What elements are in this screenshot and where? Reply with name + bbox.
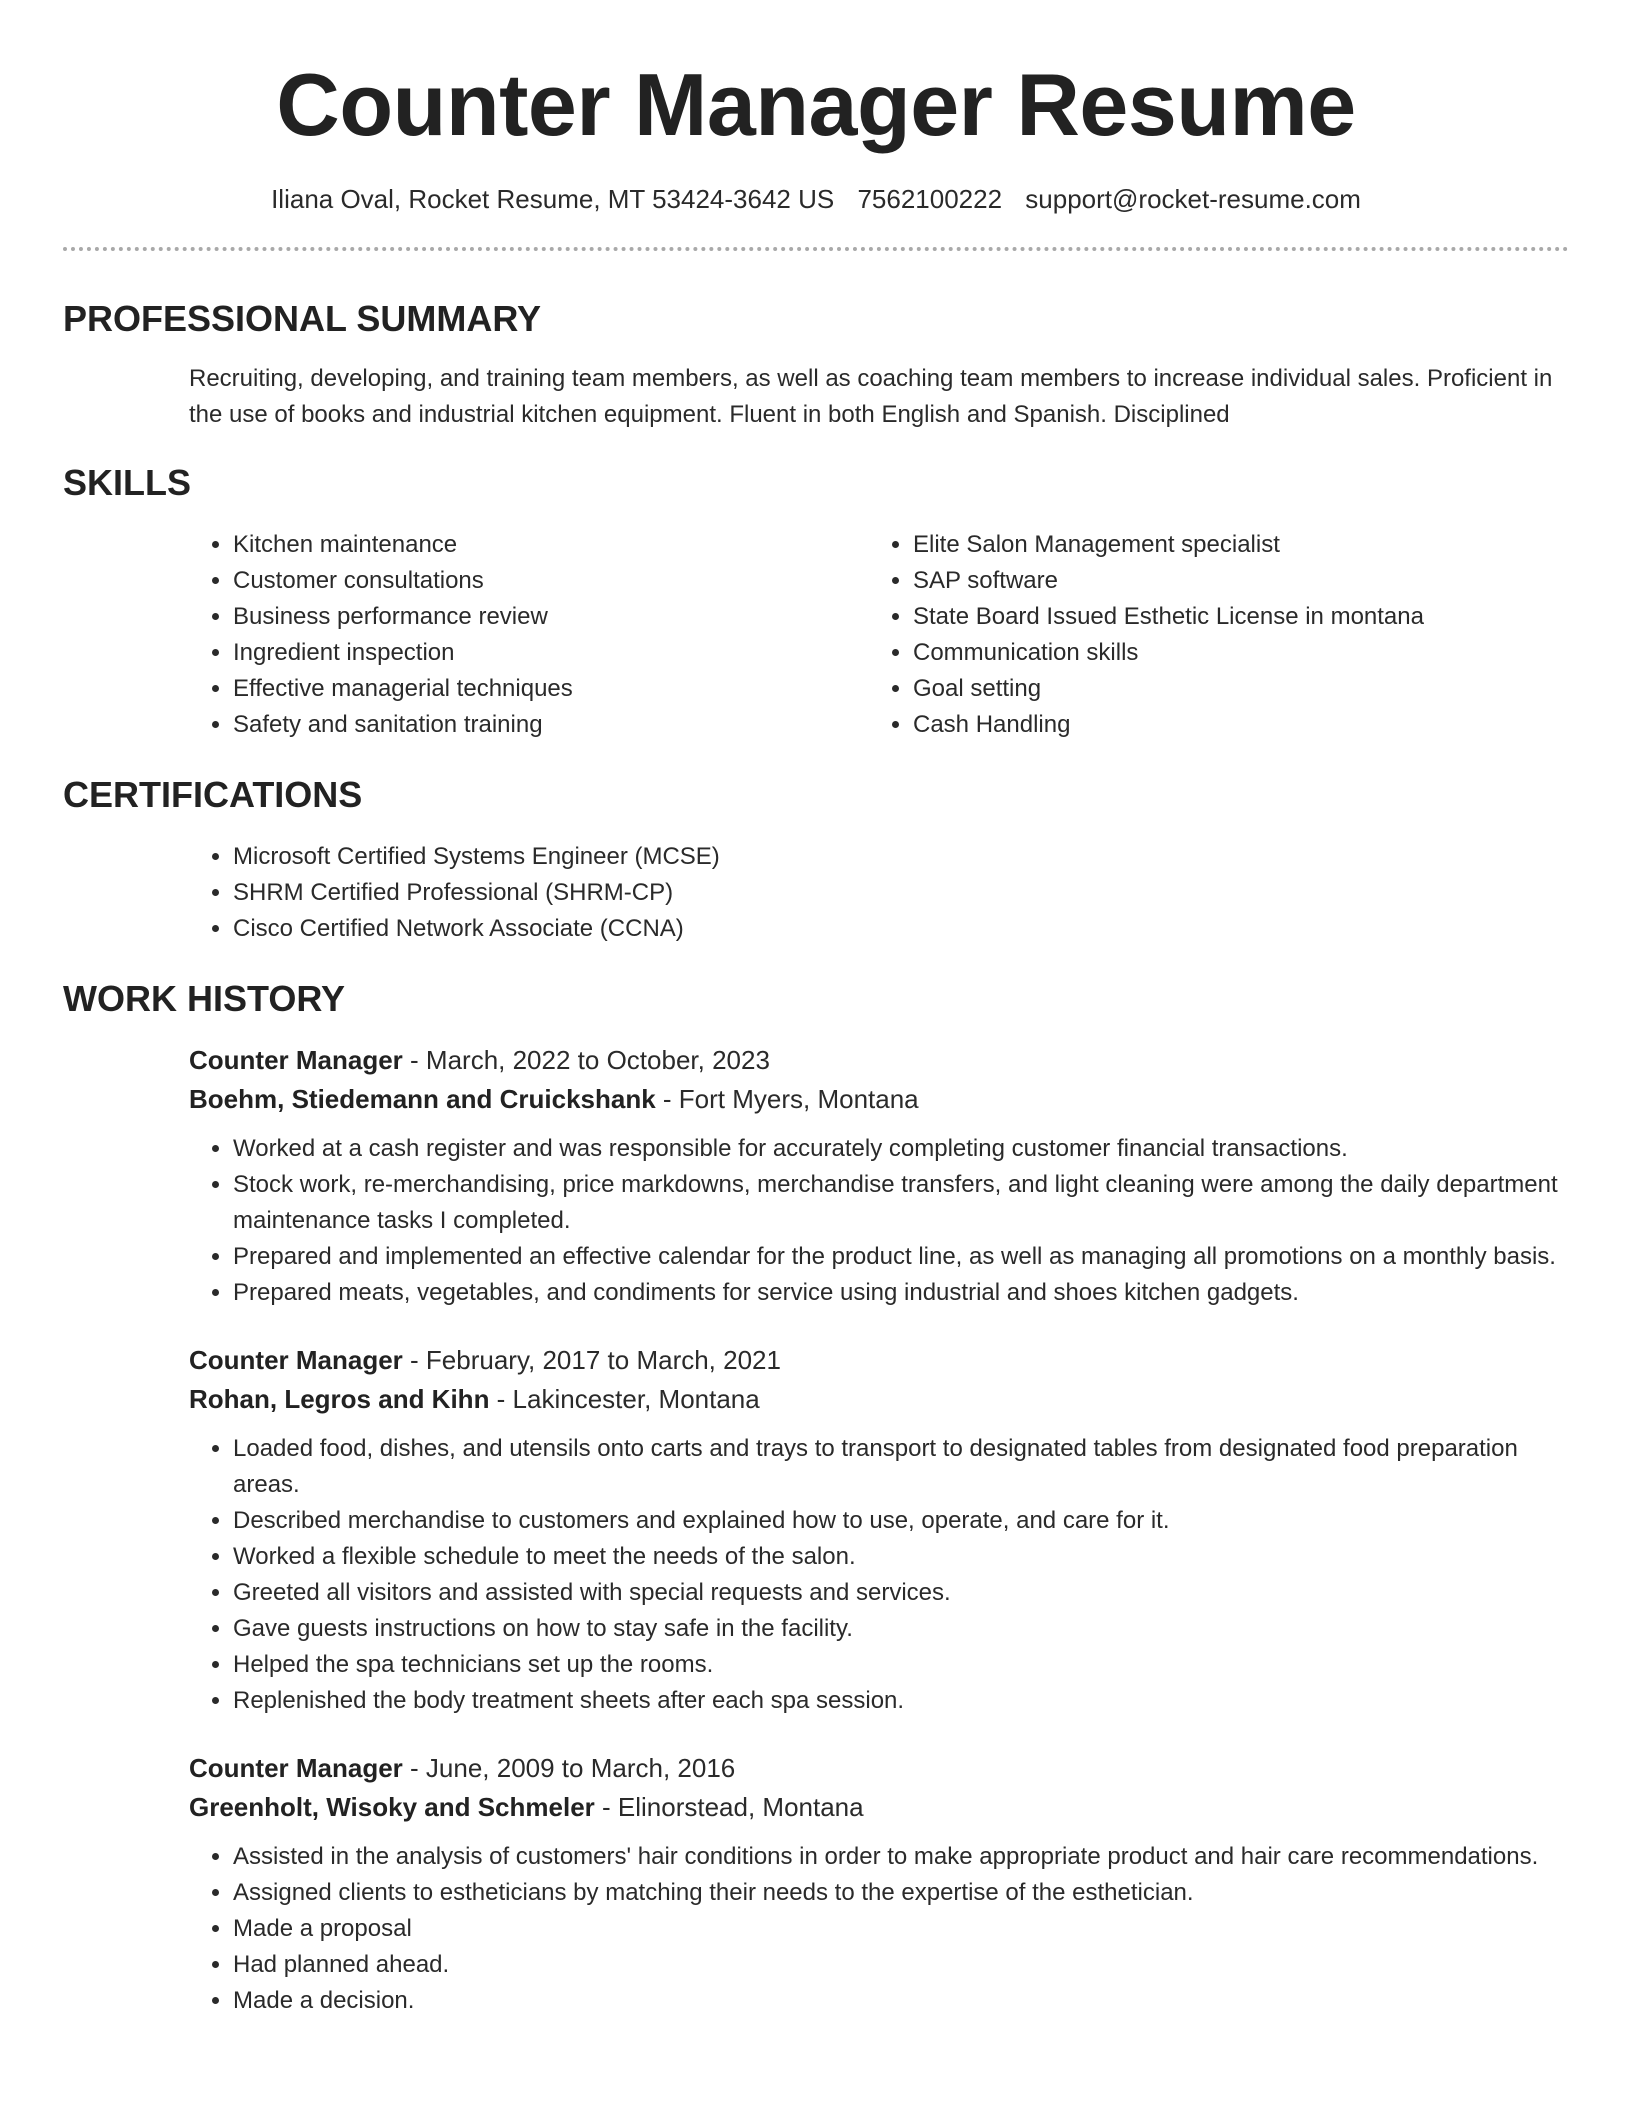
job-title-line	[189, 1041, 1569, 1079]
job-entry	[63, 1749, 1569, 2019]
job-bullet: • Gave guests instructions on how to stay safe in the facility.	[233, 1611, 1569, 1647]
skills-left-column	[189, 527, 869, 743]
job-location: - Elinorstead, Montana	[594, 1792, 864, 1822]
summary-heading: PROFESSIONAL SUMMARY	[63, 298, 542, 339]
job-bullet: • Replenished the body treatment sheets after each spa session.	[233, 1683, 1569, 1719]
job-location: - Fort Myers, Montana	[655, 1084, 919, 1114]
job-company: Boehm, Stiedemann and Cruickshank	[189, 1084, 656, 1114]
job-bullet: • Worked at a cash register and was responsible for accurately completing customer financial transactions.	[233, 1131, 1569, 1167]
job-title: Counter Manager	[189, 1345, 403, 1375]
contact-phone: 7562100222	[857, 184, 1003, 214]
job-bullet: • Greeted all visitors and assisted with special requests and services.	[233, 1575, 1569, 1611]
skill-item: • Cash Handling	[913, 707, 1549, 743]
contact-line	[63, 181, 1569, 217]
skill-item: • Effective managerial techniques	[233, 671, 869, 707]
job-dates: - March, 2022 to October, 2023	[402, 1045, 770, 1075]
skill-item: • Ingredient inspection	[233, 635, 869, 671]
job-bullet: • Described merchandise to customers and explained how to use, operate, and care for it.	[233, 1503, 1569, 1539]
skill-item: • Kitchen maintenance	[233, 527, 869, 563]
skill-item: • Goal setting	[913, 671, 1549, 707]
job-bullet: • Prepared meats, vegetables, and condiments for service using industrial and shoes kitchen gadgets.	[233, 1275, 1569, 1311]
skill-item: • Elite Salon Management specialist	[913, 527, 1549, 563]
job-bullet: • Loaded food, dishes, and utensils onto carts and trays to transport to designated tables from designated food preparation areas.	[233, 1431, 1569, 1503]
job-dates: - February, 2017 to March, 2021	[402, 1345, 781, 1375]
skills-columns	[63, 527, 1569, 743]
job-bullet: • Assigned clients to estheticians by matching their needs to the expertise of the esthetician.	[233, 1875, 1569, 1911]
skill-item: • Communication skills	[913, 635, 1549, 671]
job-entry	[63, 1341, 1569, 1719]
contact-email: support@rocket-resume.com	[1025, 184, 1361, 214]
job-title-line	[189, 1341, 1569, 1379]
job-entry	[63, 1041, 1569, 1311]
job-company-line	[189, 1079, 1569, 1119]
work-history-heading: WORK HISTORY	[63, 978, 346, 1019]
job-location: - Lakincester, Montana	[489, 1384, 760, 1414]
job-bullet: • Assisted in the analysis of customers' hair conditions in order to make appropriate product and hair care recommendations.	[233, 1839, 1569, 1875]
job-title: Counter Manager	[189, 1753, 403, 1783]
job-bullet: • Stock work, re-merchandising, price markdowns, merchandise transfers, and light cleaning were among the daily department maintenance tasks I completed.	[233, 1167, 1569, 1239]
job-bullet: • Worked a flexible schedule to meet the needs of the salon.	[233, 1539, 1569, 1575]
job-bullet: • Helped the spa technicians set up the rooms.	[233, 1647, 1569, 1683]
job-dates: - June, 2009 to March, 2016	[402, 1753, 736, 1783]
resume-title: Counter Manager Resume	[276, 55, 1356, 154]
header-divider	[63, 247, 1569, 251]
job-title: Counter Manager	[189, 1045, 403, 1075]
certifications-heading: CERTIFICATIONS	[63, 774, 363, 815]
job-bullet: • Made a decision.	[233, 1983, 1569, 2019]
skills-heading: SKILLS	[63, 462, 192, 503]
job-company: Rohan, Legros and Kihn	[189, 1384, 490, 1414]
skill-item: • Safety and sanitation training	[233, 707, 869, 743]
certification-item: • Microsoft Certified Systems Engineer (MCSE)	[233, 839, 1569, 875]
job-company-line	[189, 1787, 1569, 1827]
certification-item: • SHRM Certified Professional (SHRM-CP)	[233, 875, 1569, 911]
summary-text: Recruiting, developing, and training team members, as well as coaching team members to increase individual sales. Proficient in the use of books and industrial kitchen equipment. Fluent in both English and Spanish. Disciplined	[189, 365, 1553, 428]
job-company: Greenholt, Wisoky and Schmeler	[189, 1792, 595, 1822]
certification-item: • Cisco Certified Network Associate (CCNA)	[233, 911, 1569, 947]
skill-item: • Customer consultations	[233, 563, 869, 599]
contact-address: Iliana Oval, Rocket Resume, MT 53424-3642 US	[271, 184, 835, 214]
skill-item: • SAP software	[913, 563, 1549, 599]
job-bullet: • Prepared and implemented an effective calendar for the product line, as well as managing all promotions on a monthly basis.	[233, 1239, 1569, 1275]
job-bullet: • Had planned ahead.	[233, 1947, 1569, 1983]
skills-right-column	[869, 527, 1549, 743]
skill-item: • Business performance review	[233, 599, 869, 635]
skill-item: • State Board Issued Esthetic License in montana	[913, 599, 1549, 635]
job-bullet: • Made a proposal	[233, 1911, 1569, 1947]
job-company-line	[189, 1379, 1569, 1419]
job-title-line	[189, 1749, 1569, 1787]
